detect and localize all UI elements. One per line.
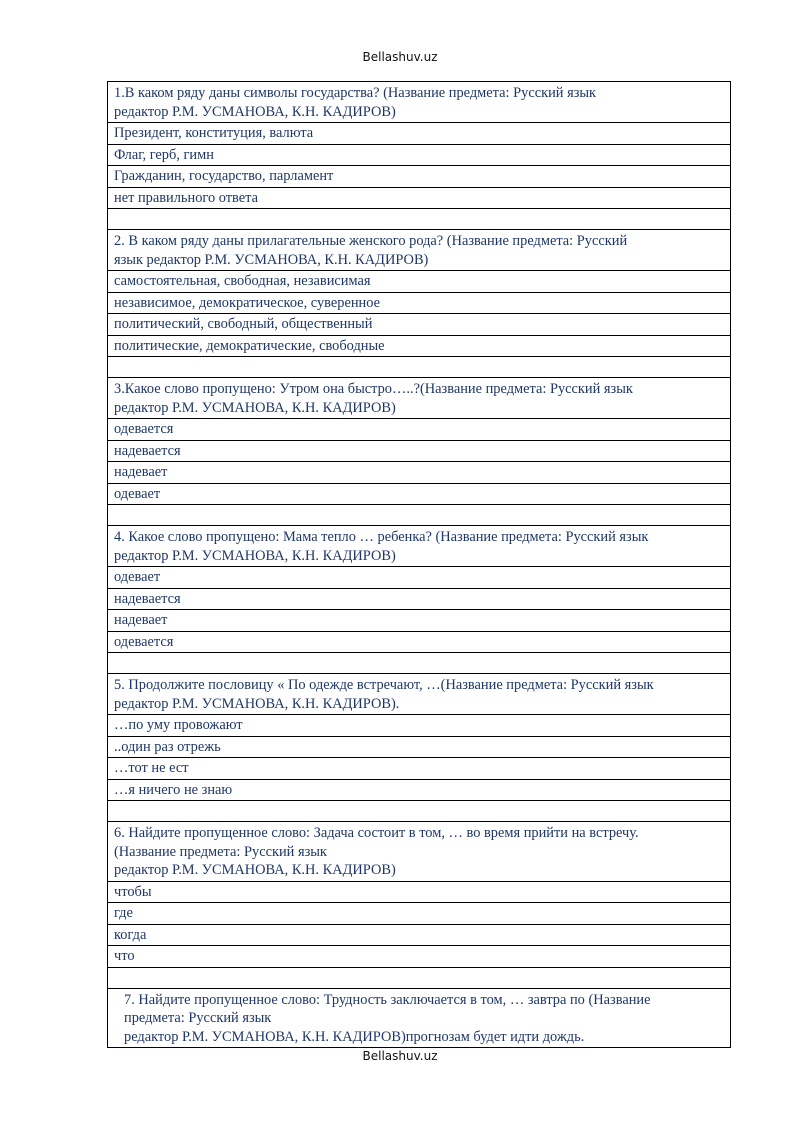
page-footer: Bellashuv.uz <box>362 1049 438 1063</box>
question-text <box>108 378 731 419</box>
spacer-row <box>108 801 731 822</box>
answer-option[interactable]: одевается <box>108 631 731 653</box>
question-text <box>108 526 731 567</box>
question-line: 7. Найдите пропущенное слово: Трудность заключается в том, … завтра по (Название <box>124 991 651 1008</box>
answer-option[interactable]: надевается <box>108 440 731 462</box>
question-row <box>108 674 731 715</box>
question-text <box>108 230 731 271</box>
answer-row <box>108 440 731 462</box>
question-line: редактор Р.М. УСМАНОВА, К.Н. КАДИРОВ) <box>114 103 396 120</box>
answer-row <box>108 335 731 357</box>
blank-cell <box>108 653 731 674</box>
spacer-row <box>108 653 731 674</box>
answer-row <box>108 588 731 610</box>
question-line: редактор Р.М. УСМАНОВА, К.Н. КАДИРОВ) <box>114 862 396 878</box>
answer-row <box>108 123 731 145</box>
answer-row <box>108 946 731 968</box>
answer-option[interactable]: Гражданин, государство, парламент <box>108 166 731 188</box>
question-row <box>108 988 731 1048</box>
question-line: 2. В каком ряду даны прилагательные женского рода? (Название предмета: Русский <box>114 233 628 249</box>
answer-option[interactable]: Флаг, герб, гимн <box>108 144 731 166</box>
answer-option[interactable]: надевает <box>108 462 731 484</box>
question-text <box>108 988 731 1048</box>
question-text <box>108 822 731 882</box>
answer-option[interactable]: …по уму провожают <box>108 715 731 737</box>
blank-cell <box>108 209 731 230</box>
quiz-table <box>107 81 731 1048</box>
answer-row <box>108 715 731 737</box>
question-line: язык редактор Р.М. УСМАНОВА, К.Н. КАДИРОВ) <box>114 251 429 268</box>
answer-option[interactable]: одевает <box>108 567 731 589</box>
answer-option[interactable]: независимое, демократическое, суверенное <box>108 292 731 314</box>
question-line: 6. Найдите пропущенное слово: Задача состоит в том, … во время прийти на встречу. <box>114 825 639 841</box>
answer-option[interactable]: нет правильного ответа <box>108 187 731 209</box>
answer-row <box>108 314 731 336</box>
answer-option[interactable]: что <box>108 946 731 968</box>
answer-option[interactable]: …я ничего не знаю <box>108 779 731 801</box>
question-line: редактор Р.М. УСМАНОВА, К.Н. КАДИРОВ)прогнозам будет идти дождь. <box>124 1028 585 1045</box>
question-line: редактор Р.М. УСМАНОВА, К.Н. КАДИРОВ) <box>114 399 396 416</box>
question-line: 4. Какое слово пропущено: Мама тепло … ребенка? (Название предмета: Русский язык <box>114 529 649 545</box>
page-header: Bellashuv.uz <box>362 50 438 64</box>
answer-row <box>108 271 731 293</box>
blank-cell <box>108 967 731 988</box>
answer-option[interactable]: политический, свободный, общественный <box>108 314 731 336</box>
answer-option[interactable]: надевается <box>108 588 731 610</box>
answer-row <box>108 292 731 314</box>
question-text <box>108 674 731 715</box>
answer-row <box>108 187 731 209</box>
answer-option[interactable]: самостоятельная, свободная, независимая <box>108 271 731 293</box>
question-row <box>108 822 731 882</box>
answer-row <box>108 419 731 441</box>
answer-option[interactable]: где <box>108 903 731 925</box>
question-line: 3.Какое слово пропущено: Утром она быстро…..?(Название предмета: Русский язык <box>114 381 633 397</box>
answer-option[interactable]: одевается <box>108 419 731 441</box>
blank-cell <box>108 357 731 378</box>
question-row <box>108 526 731 567</box>
blank-cell <box>108 801 731 822</box>
answer-option[interactable]: одевает <box>108 483 731 505</box>
answer-row <box>108 779 731 801</box>
answer-row <box>108 924 731 946</box>
answer-row <box>108 144 731 166</box>
answer-row <box>108 881 731 903</box>
answer-option[interactable]: чтобы <box>108 881 731 903</box>
answer-row <box>108 462 731 484</box>
question-row <box>108 378 731 419</box>
question-line: (Название предмета: Русский язык <box>114 843 327 860</box>
question-line: редактор Р.М. УСМАНОВА, К.Н. КАДИРОВ) <box>114 547 396 564</box>
answer-row <box>108 736 731 758</box>
answer-row <box>108 758 731 780</box>
spacer-row <box>108 209 731 230</box>
answer-option[interactable]: политические, демократические, свободные <box>108 335 731 357</box>
answer-row <box>108 166 731 188</box>
question-row <box>108 230 731 271</box>
spacer-row <box>108 505 731 526</box>
answer-option[interactable]: Президент, конституция, валюта <box>108 123 731 145</box>
answer-row <box>108 631 731 653</box>
question-line: предмета: Русский язык <box>124 1010 272 1026</box>
question-text <box>108 82 731 123</box>
question-line: 5. Продолжите пословицу « По одежде встречают, …(Название предмета: Русский язык <box>114 677 654 693</box>
answer-option[interactable]: надевает <box>108 610 731 632</box>
answer-option[interactable]: когда <box>108 924 731 946</box>
question-line: редактор Р.М. УСМАНОВА, К.Н. КАДИРОВ). <box>114 695 400 712</box>
spacer-row <box>108 357 731 378</box>
answer-row <box>108 483 731 505</box>
spacer-row <box>108 967 731 988</box>
question-row <box>108 82 731 123</box>
answer-row <box>108 567 731 589</box>
blank-cell <box>108 505 731 526</box>
answer-row <box>108 903 731 925</box>
answer-row <box>108 610 731 632</box>
answer-option[interactable]: ..один раз отрежь <box>108 736 731 758</box>
answer-option[interactable]: …тот не ест <box>108 758 731 780</box>
question-line: 1.В каком ряду даны символы государства? (Название предмета: Русский язык <box>114 85 597 101</box>
